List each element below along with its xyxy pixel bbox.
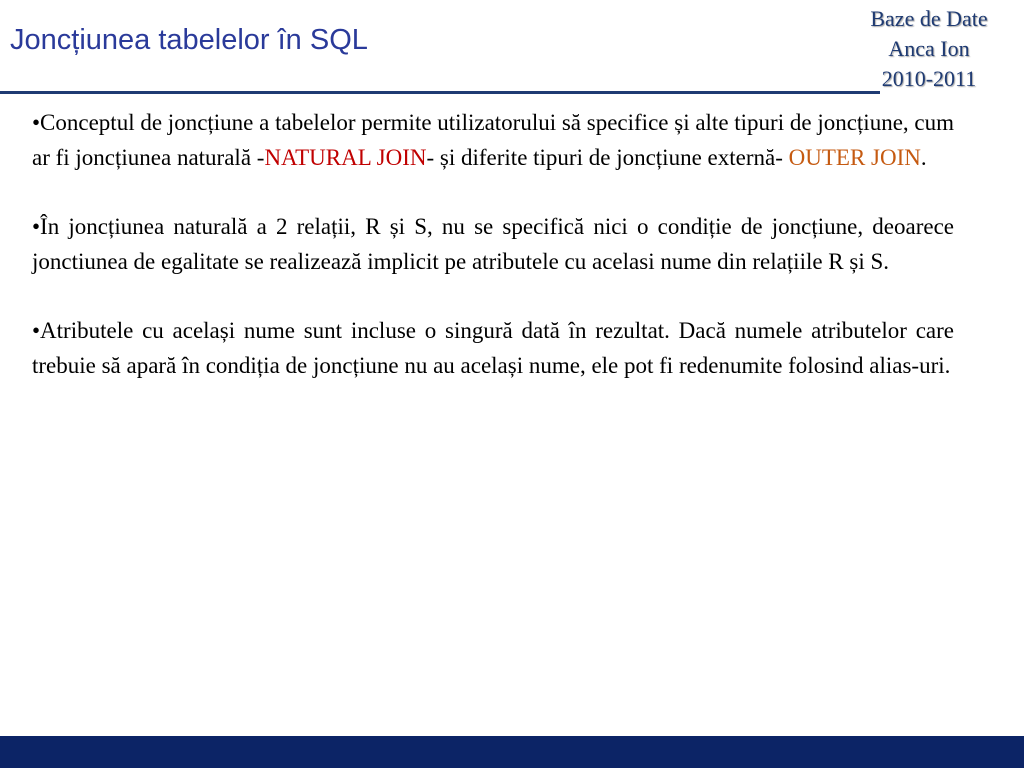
bullet-paragraph-join-types [32,105,954,175]
academic-years: 2010-2011 [881,66,977,91]
paragraph-text: - și diferite tipuri de joncțiune externă- [426,145,789,170]
paragraph-text: . [920,145,927,170]
slide-title: Joncțiunea tabelelor în SQL [10,24,368,56]
slide-content [32,105,954,417]
bullet-paragraph-natural-join: •În joncțiunea naturală a 2 relații, R și S, nu se specifică nici o condiție de joncțiune, deoarece jonctiunea de egalitate se realizează implicit pe atributele cu acelasi nume din relațiile R și S. [32,214,954,274]
course-info [854,4,1004,94]
course-name: Baze de Date [870,6,988,31]
title-underline [0,91,880,94]
footer-bar [0,736,1024,768]
keyword-natural-join: NATURAL JOIN [264,145,427,170]
paragraph-text: •Conceptul de joncțiune a tabelelor permite utilizatorului să specifice și alte tipuri de joncțiune, cum ar fi joncțiunea naturală - [32,110,954,170]
keyword-outer-join: OUTER JOIN [788,145,921,170]
bullet-paragraph-attributes: •Atributele cu același nume sunt incluse o singură dată în rezultat. Dacă numele atributelor care trebuie să apară în condiția de joncțiune nu au același nume, ele pot fi redenumite folosind alias-uri. [32,318,954,378]
author-name: Anca Ion [888,36,970,61]
